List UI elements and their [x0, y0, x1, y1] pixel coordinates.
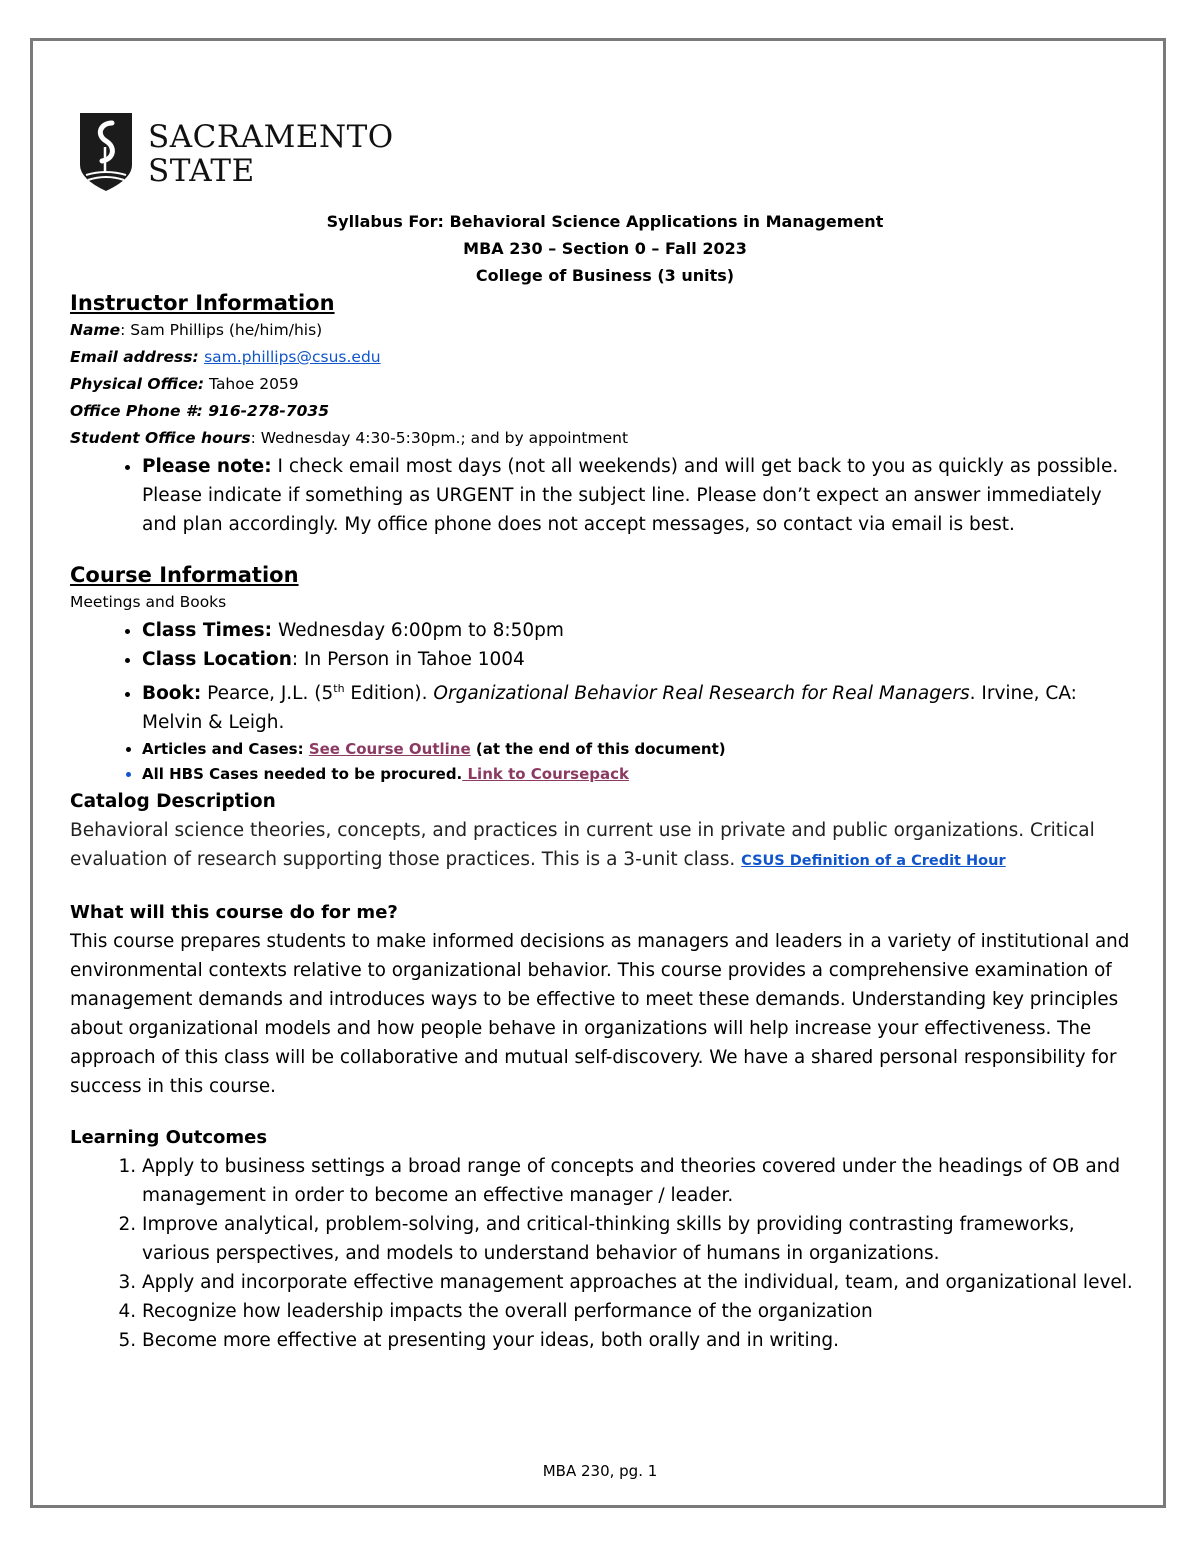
catalog-description — [70, 816, 1140, 876]
course-book — [142, 674, 1140, 737]
syllabus-title — [70, 208, 1140, 289]
class-times — [142, 616, 1140, 645]
email-link[interactable]: sam.phillips@csus.edu — [204, 348, 381, 366]
catalog-heading: Catalog Description — [70, 791, 276, 813]
catalog-text: Behavioral science theories, concepts, and practices in current use in private and public organizations. Critical evaluation of research supporting those practices. This is a 3-unit class. — [70, 820, 1095, 871]
office-value: Tahoe 2059 — [204, 375, 299, 393]
location-label: Class Location — [142, 649, 292, 670]
outcome-item: 1. Apply to business settings a broad range of concepts and theories covered under the headings of OB and management in order to become an effective manager / leader. — [142, 1152, 1140, 1210]
title-line-2: MBA 230 – Section 0 – Fall 2023 — [463, 239, 747, 258]
university-logo — [78, 112, 1140, 196]
meetings-subheading: Meetings and Books — [70, 593, 227, 611]
book-title: Organizational Behavior Real Research for Real Managers — [433, 683, 970, 705]
page-footer: MBA 230, pg. 1 — [542, 1462, 658, 1480]
articles-post: (at the end of this document) — [470, 740, 726, 759]
outcome-item: 4. Recognize how leadership impacts the overall performance of the organization — [142, 1297, 1140, 1326]
location-value: : In Person in Tahoe 1004 — [291, 649, 525, 670]
syllabus-page — [70, 112, 1140, 1355]
instructor-heading: Instructor Information — [70, 291, 335, 315]
class-location — [142, 645, 1140, 674]
logo-line-2: STATE — [148, 153, 255, 189]
instructor-name — [70, 317, 1140, 344]
hours-label: Student Office hours — [70, 429, 251, 447]
articles-cases — [142, 737, 1140, 762]
course-heading: Course Information — [70, 563, 299, 587]
outcome-item: 3. Apply and incorporate effective management approaches at the individual, team, and organizational level. — [142, 1268, 1140, 1297]
purpose-heading: What will this course do for me? — [70, 902, 398, 924]
email-label: Email address — [70, 348, 193, 366]
sac-state-emblem-icon — [78, 113, 134, 195]
times-label: Class Times: — [142, 620, 273, 641]
instructor-phone — [70, 398, 1140, 425]
name-label: Name — [70, 321, 121, 339]
note-label: Please note: — [142, 456, 272, 477]
course-details — [70, 616, 1140, 737]
instructor-info — [70, 317, 1140, 452]
book-author: Pearce, J.L. (5 — [201, 683, 334, 705]
times-value: Wednesday 6:00pm to 8:50pm — [272, 620, 564, 641]
course-outline-link[interactable]: See Course Outline — [308, 740, 471, 759]
hbs-label: All HBS Cases needed to be procured. — [142, 765, 463, 784]
logo-wordmark — [148, 120, 394, 188]
phone-label: Office Phone #: 916-278-7035 — [70, 402, 329, 420]
outcome-item: 5. Become more effective at presenting your ideas, both orally and in writing. — [142, 1326, 1140, 1355]
hours-value: : Wednesday 4:30-5:30pm.; and by appointment — [250, 429, 629, 447]
course-materials — [70, 737, 1140, 787]
book-edition: Edition). — [344, 683, 434, 705]
instructor-office — [70, 371, 1140, 398]
name-value: : Sam Phillips (he/him/his) — [120, 321, 323, 339]
outcomes-list — [70, 1152, 1140, 1355]
title-line-1: Syllabus For: Behavioral Science Applications in Management — [326, 212, 884, 231]
articles-label: Articles and Cases: — [142, 740, 309, 759]
outcome-item: 2. Improve analytical, problem-solving, and critical-thinking skills by providing contrasting frameworks, various perspectives, and models to understand behavior of humans in organizations. — [142, 1210, 1140, 1268]
credit-hour-link[interactable]: CSUS Definition of a Credit Hour — [741, 853, 1006, 870]
purpose-text: This course prepares students to make informed decisions as managers and leaders in a variety of institutional and environmental contexts relative to organizational behavior. This course provides a comprehensive examination of management demands and introduces ways to be effective to meet these demands. Understanding key principles about organizational models and how people behave in organizations will help increase your effectiveness. The approach of this class will be collaborative and mutual self-discovery. We have a shared personal responsibility for success in this course. — [70, 931, 1130, 1098]
please-note — [142, 452, 1140, 539]
office-label: Physical Office: — [70, 375, 205, 393]
logo-line-1: SACRAMENTO — [148, 119, 394, 155]
instructor-email: Email address: sam.phillips@csus.edu — [70, 348, 381, 366]
note-text: I check email most days (not all weekends) and will get back to you as quickly as possible. Please indicate if something as URGENT in the subject line. Please don’t expect an answer immediately and plan accordingly. My office phone does not accept messages, so contact via email is best. — [142, 456, 1119, 535]
book-label: Book: — [142, 683, 202, 705]
book-publisher: . Irvine, CA: Melvin & Leigh. — [142, 683, 1077, 734]
hbs-cases — [142, 762, 1140, 787]
instructor-notes — [70, 452, 1140, 539]
office-hours — [70, 425, 1140, 452]
outcomes-heading: Learning Outcomes — [70, 1127, 268, 1149]
title-line-3: College of Business (3 units) — [475, 266, 735, 285]
coursepack-link[interactable]: Link to Coursepack — [462, 765, 629, 784]
book-edition-sup: th — [333, 682, 345, 695]
